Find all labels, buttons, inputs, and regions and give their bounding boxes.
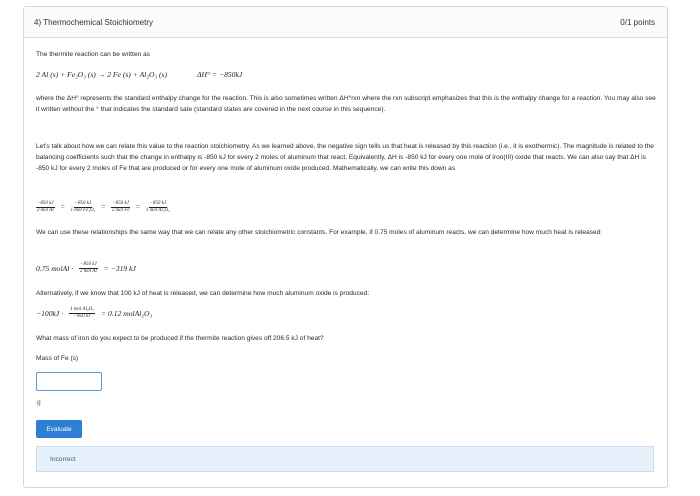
paragraph-alternative: Alternatively, if we know that 100 kJ of heat is released, we can determine how much aluminum oxide is produced: bbox=[36, 290, 370, 297]
ratio-fe: $\frac{-850 kJ}{\text{2 mol Fe}}$ bbox=[111, 201, 130, 213]
question-title: 4) Thermochemical Stoichiometry bbox=[34, 17, 154, 27]
mass-fe-input[interactable] bbox=[36, 372, 102, 391]
ratio-al2o3: $\frac{-850 kJ}{\text{1 mol Al₂O₃}}$ bbox=[145, 201, 170, 213]
intro-text: The thermite reaction can be written as bbox=[36, 51, 150, 58]
paragraph-enthalpy-definition: where the ΔH° represents the standard enthalpy change for the reaction. This is also sometimes written ΔH°rxn where the rxn subscript emphasizes that this is the enthalpy change for a reaction. You may also see it written without the ° that indicates the standard sate (standard states are covered in the next course in this sequence). bbox=[36, 95, 656, 113]
question-prompt: What mass of iron do you expect to be produced if the thermite reaction gives off 206.5 kJ of heat? bbox=[36, 335, 324, 342]
unit-label: g bbox=[37, 399, 41, 406]
evaluate-button[interactable]: Evaluate bbox=[36, 420, 82, 438]
enthalpy-value: ΔH° = −850kJ bbox=[197, 70, 243, 79]
paragraph-relationships: We can use these relationships the same way that we can relate any other stoichiometric constants. For example, if 0.75 moles of aluminum reacts, we can determine how much heat is released: bbox=[36, 229, 603, 236]
ratio-fe2o3: $\frac{-850 kJ}{\text{1 mol Fe₂O₃}}$ bbox=[70, 201, 96, 213]
example-1-fraction: $\frac{-850 kJ}{\text{2 mol Al}}$ bbox=[79, 262, 97, 274]
feedback-banner bbox=[36, 446, 654, 472]
example-aluminum-oxide: −100kJ · $\frac{\text{1 mol Al₂O₃}}{-850 kJ}$ = 0.12 molAl₂O₃ bbox=[36, 307, 153, 319]
question-header bbox=[24, 7, 667, 38]
ratio-equations: $\frac{-850 kJ}{\text{2 mol Al}}$ = $\frac{-850 kJ}{\text{1 mol Fe₂O₃}}$ = $\frac{-850 kJ}{\text{2 mol Fe}}$ = $\frac{-850 kJ}{\text{1 mol Al₂O₃}}$ bbox=[36, 201, 170, 213]
paragraph-stoichiometry: Let's talk about how we can relate this value to the reaction stoichiometry. As we learned above, the negative sign tells us that heat is released by this reaction (i.e., it is exothermic). The magnitude is related to the balancing coefficients such that the change in enthalpy is -850 kJ for every 2 moles of aluminum that react. Equivalently, ΔH is -850 kJ for every one mole of iron(III) oxide that reacts. We can also say that ΔH is -850 kJ for every 2 moles of Fe that are produced or for every one mole of aluminum oxide produced. Mathematically, we can write this down as bbox=[36, 143, 654, 172]
points-badge: 0/1 points bbox=[620, 17, 655, 27]
reaction-equation bbox=[36, 69, 656, 80]
feedback-text: Incorrect bbox=[50, 455, 76, 463]
example-heat-released: 0.75 molAl · $\frac{-850 kJ}{\text{2 mol Al}}$ = −319 kJ bbox=[36, 262, 136, 274]
answer-field-label: Mass of Fe (s) bbox=[36, 355, 79, 362]
reaction-formula: 2 Al (s) + Fe₂O₃ (s) → 2 Fe (s) + Al₂O₃ (s) bbox=[36, 70, 168, 79]
example-2-fraction: $\frac{\text{1 mol Al₂O₃}}{-850 kJ}$ bbox=[70, 307, 95, 319]
ratio-al: $\frac{-850 kJ}{\text{2 mol Al}}$ bbox=[36, 201, 54, 213]
